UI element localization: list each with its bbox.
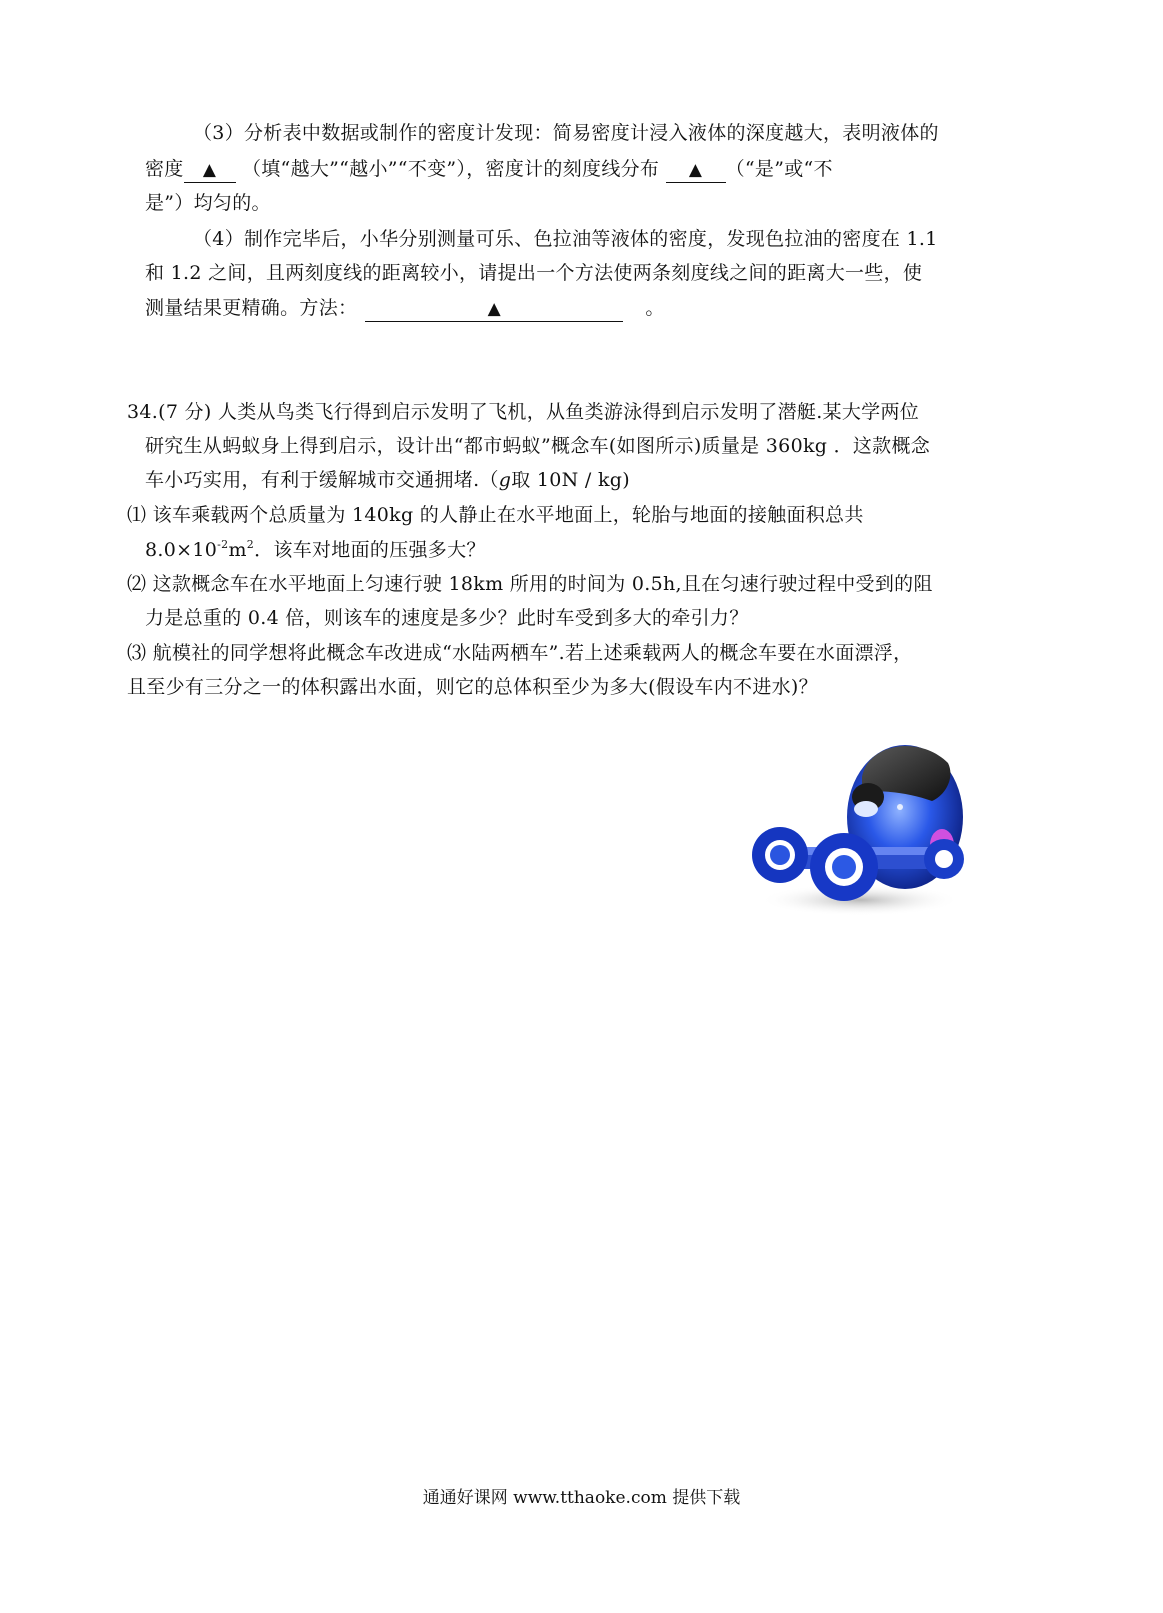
q3-line-3: 是”）均匀的。: [145, 192, 271, 214]
q34-part3-line-1: ⑶ 航模社的同学想将此概念车改进成“水陆两栖车”.若上述乘载两人的概念车要在水面漂浮，: [127, 642, 913, 664]
q34-intro-1: 34.(7 分) 人类从鸟类飞行得到启示发明了飞机，从鱼类游泳得到启示发明了潜艇.某大学两位: [127, 401, 920, 423]
q34-part3-line-2: 且至少有三分之一的体积露出水面，则它的总体积至少为多大(假设车内不进水)？: [127, 676, 818, 698]
answer-blank-method: ▲: [365, 296, 623, 322]
q34-intro-3: 车小巧实用，有利于缓解城市交通拥堵.（g取 10N / kg): [145, 469, 630, 491]
q34-part2-line-2: 力是总重的 0.4 倍，则该车的速度是多少？此时车受到多大的牵引力？: [145, 607, 749, 629]
q4-line-3: 测量结果更精确。方法： ▲ 。: [145, 296, 665, 322]
q4-line-2: 和 1.2 之间，且两刻度线的距离较小，请提出一个方法使两条刻度线之间的距离大一些，使: [145, 262, 923, 284]
q4-line-1: （4）制作完毕后，小华分别测量可乐、色拉油等液体的密度，发现色拉油的密度在 1.1: [193, 228, 938, 250]
q34-part2-line-1: ⑵ 这款概念车在水平地面上匀速行驶 18km 所用的时间为 0.5h,且在匀速行驶过程中受到的阻: [127, 573, 933, 595]
q34-part1-line-2: $8.0\times 10^{-2}m^2$．该车对地面的压强多大？: [145, 538, 486, 561]
answer-blank-uniform: ▲: [666, 157, 726, 183]
q3-line-2: 密度 ▲ （填“越大”“越小”“不变”），密度计的刻度线分布 ▲ （“是”或“不: [145, 157, 833, 183]
page-footer: 通通好课网 www.tthaoke.com 提供下载: [422, 1488, 741, 1508]
q34-intro-2: 研究生从蚂蚁身上得到启示，设计出“都市蚂蚁”概念车(如图所示)质量是 360kg ．这款概念: [145, 435, 931, 457]
concept-car-illustration: [750, 735, 965, 920]
q34-part1-line-1: ⑴ 该车乘载两个总质量为 140kg 的人静止在水平地面上，轮胎与地面的接触面积总共: [127, 504, 864, 526]
answer-blank-density: ▲: [184, 157, 236, 183]
q3-line-1: （3）分析表中数据或制作的密度计发现：简易密度计浸入液体的深度越大，表明液体的: [193, 122, 939, 144]
